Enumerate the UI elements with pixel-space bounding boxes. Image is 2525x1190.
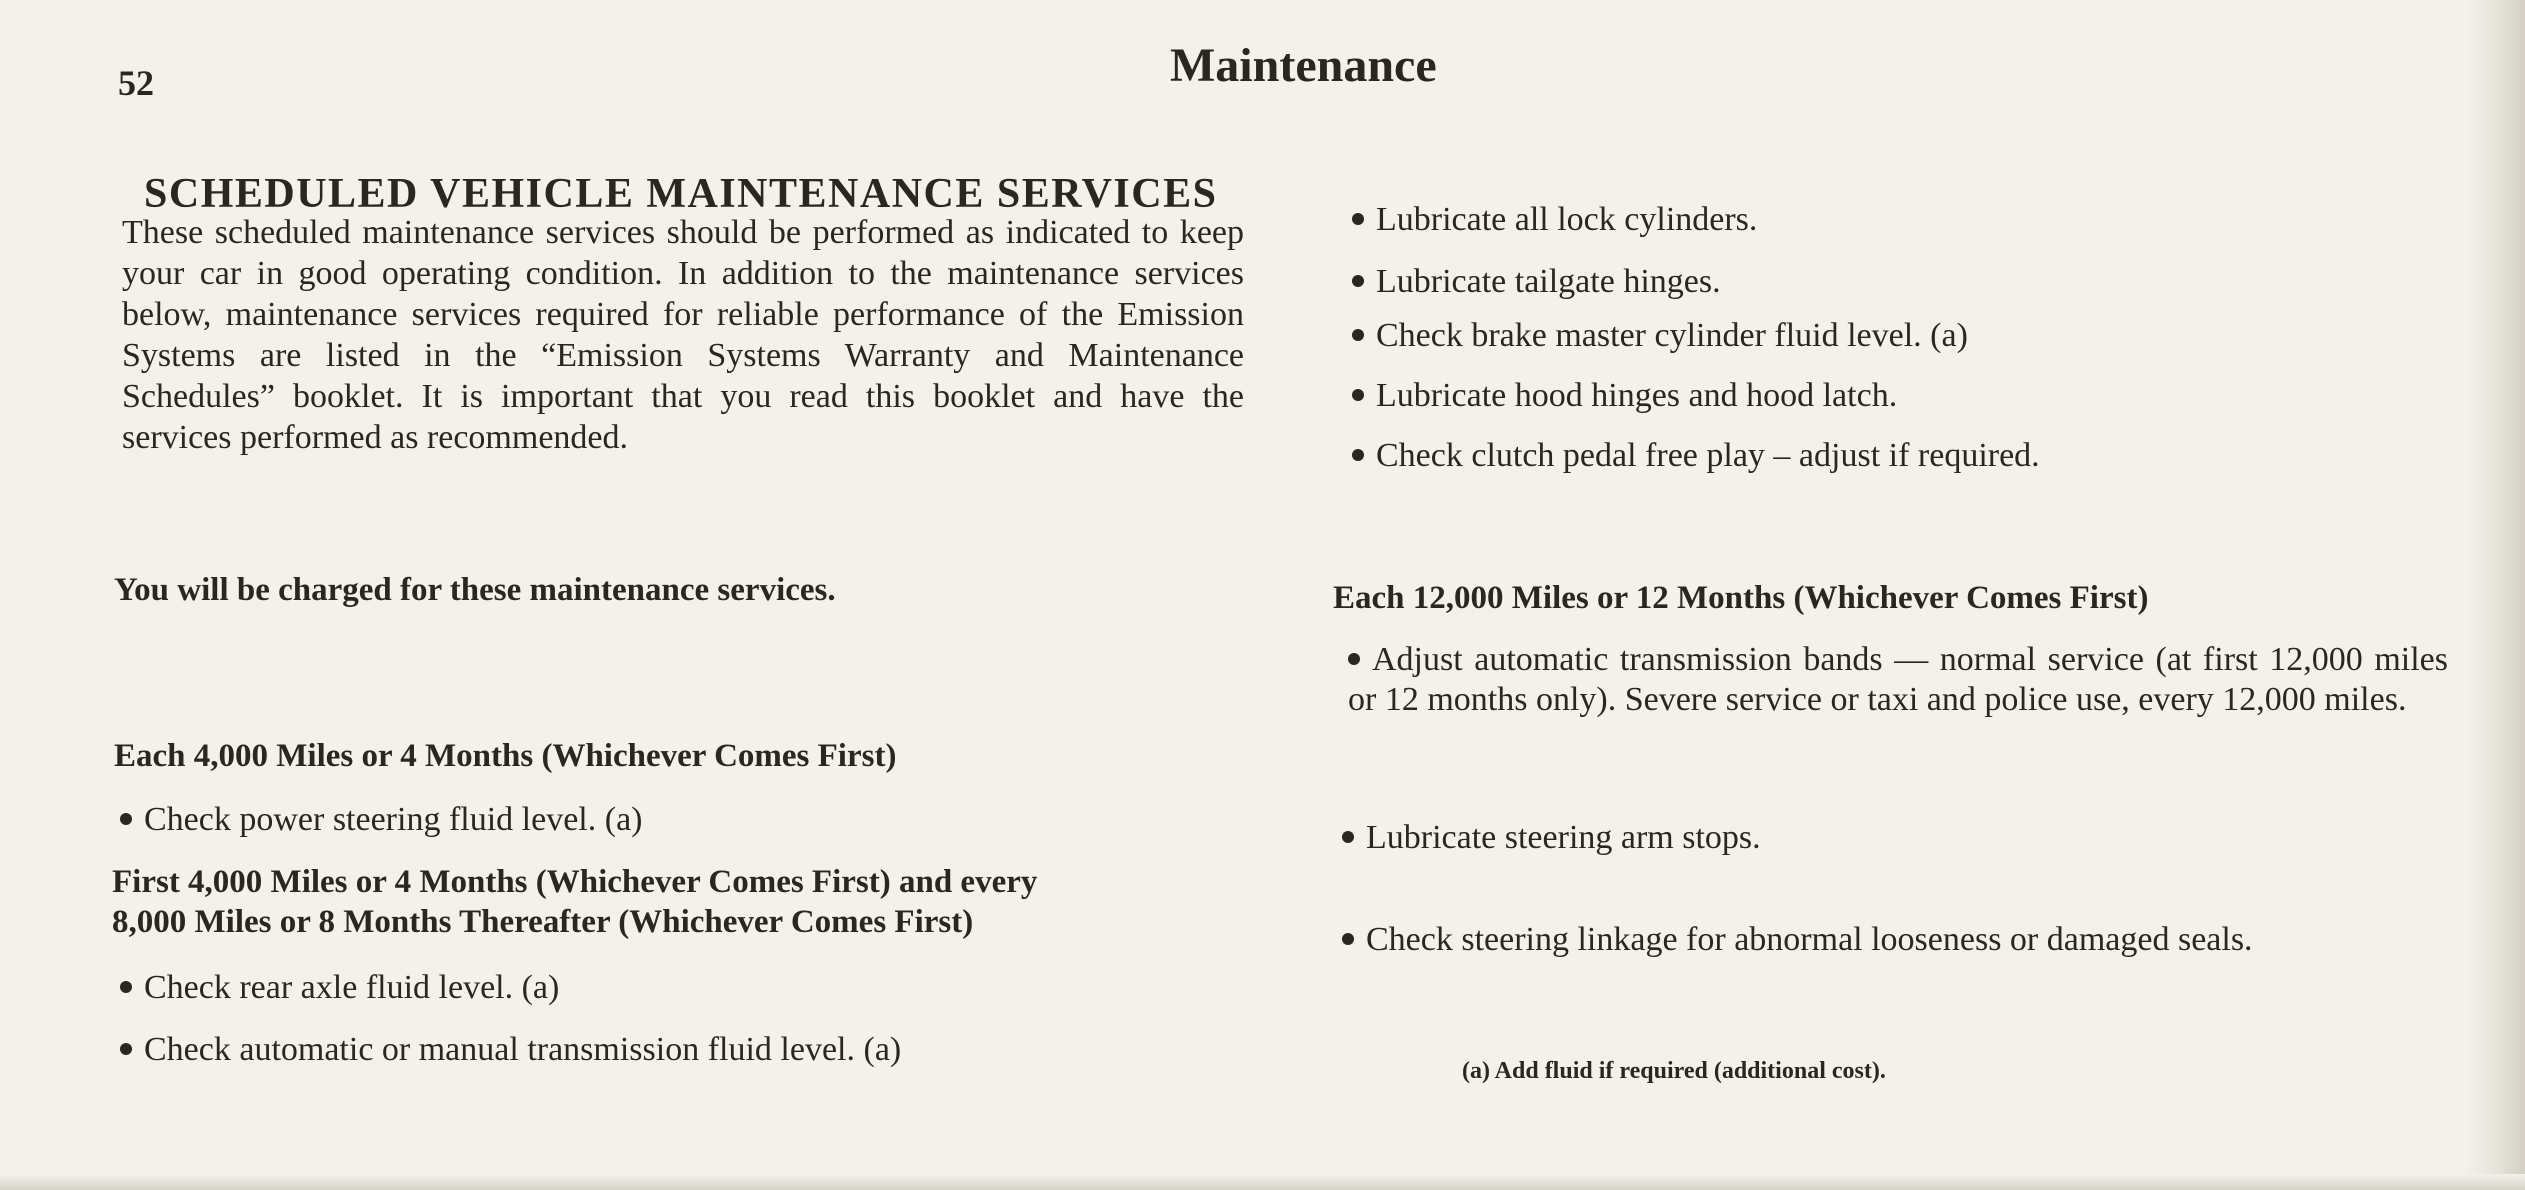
list-item: Lubricate tailgate hinges. [1352, 262, 1721, 302]
section-title: SCHEDULED VEHICLE MAINTENANCE SERVICES [144, 171, 1218, 217]
interval-heading-12000: Each 12,000 Miles or 12 Months (Whichever Comes First) [1333, 580, 2149, 616]
bullet-icon [1348, 653, 1360, 665]
bullet-icon [120, 813, 132, 825]
bullet-icon [1352, 449, 1364, 461]
running-head: Maintenance [1170, 39, 1437, 92]
list-item: Lubricate all lock cylinders. [1352, 200, 1757, 240]
bottom-edge-shadow [0, 1174, 2525, 1190]
page-number: 52 [118, 63, 154, 103]
interval-heading-4000: Each 4,000 Miles or 4 Months (Whichever Comes First) [114, 738, 897, 774]
bullet-icon [1352, 329, 1364, 341]
interval-heading-8000 [112, 862, 1037, 942]
intro-paragraph: These scheduled maintenance services should be performed as indicated to keep your car in good operating condition. In addition to the maintenance services below, maintenance services required for reliable performance of the Emission Systems are listed in the “Emission Systems Warranty and Maintenance Schedules” booklet. It is important that you read this booklet and have the services performed as recommended. [122, 214, 1244, 456]
bullet-icon [1342, 933, 1354, 945]
list-item: Check automatic or manual transmission fluid level. (a) [120, 1030, 901, 1070]
list-item: Lubricate hood hinges and hood latch. [1352, 376, 1897, 416]
page-edge-shadow [2465, 0, 2525, 1190]
list-item: Check power steering fluid level. (a) [120, 800, 642, 840]
bullet-icon [1342, 831, 1354, 843]
list-item: Check rear axle fluid level. (a) [120, 968, 559, 1008]
bullet-icon [1352, 389, 1364, 401]
interval-heading-line: 8,000 Miles or 8 Months Thereafter (Whichever Comes First) [112, 904, 974, 940]
bullet-icon [120, 1043, 132, 1055]
list-item: Check steering linkage for abnormal looseness or damaged seals. [1342, 920, 2253, 960]
interval-heading-line: First 4,000 Miles or 4 Months (Whichever Comes First) and every [112, 864, 1038, 900]
bullet-icon [120, 981, 132, 993]
bullet-icon [1352, 275, 1364, 287]
charge-note: You will be charged for these maintenance services. [114, 572, 836, 608]
list-item: Check brake master cylinder fluid level. (a) [1352, 316, 1968, 356]
list-item: Lubricate steering arm stops. [1342, 818, 1761, 858]
list-item: Adjust automatic transmission bands — normal service (at first 12,000 miles or 12 months only). Severe service or taxi and police use, every 12,000 miles. [1348, 641, 2448, 718]
list-item: Check clutch pedal free play – adjust if required. [1352, 436, 2040, 476]
footnote: (a) Add fluid if required (additional cost). [1462, 1058, 1886, 1084]
bullet-icon [1352, 213, 1364, 225]
